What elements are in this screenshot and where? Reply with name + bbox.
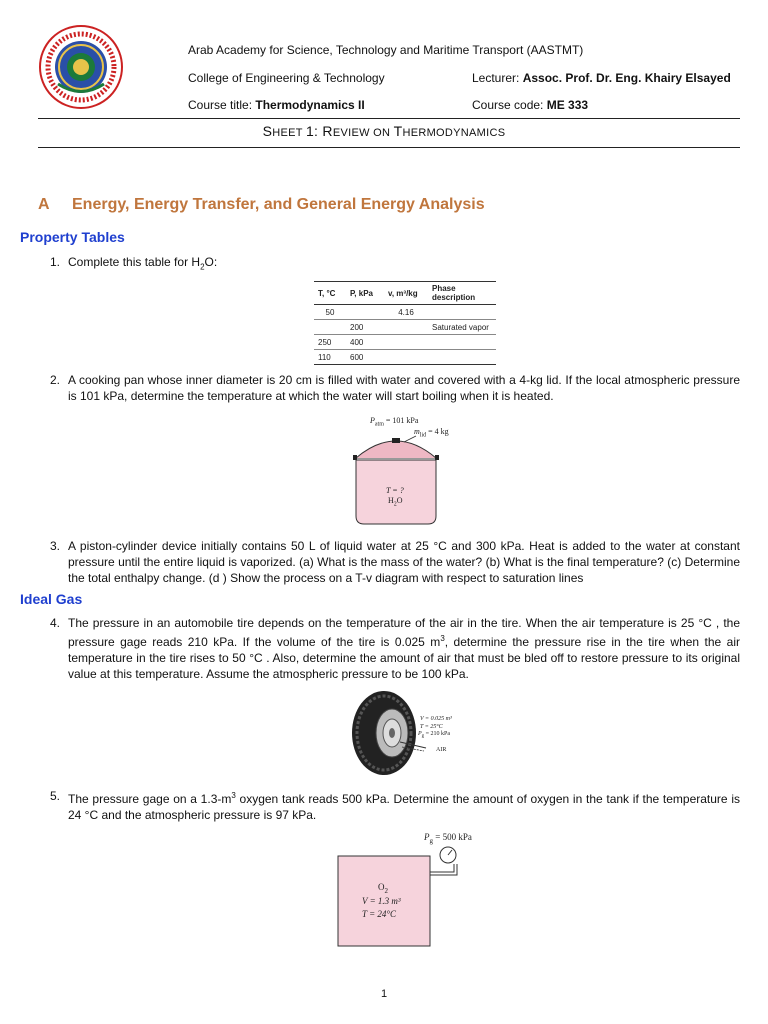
lid-mass-label (414, 427, 449, 439)
question-text: A piston-cylinder device initially contains 50 L of liquid water at 25 °C and 300 kPa. Heat is added to the water at constant pressure until the entire liquid is vaporized. (a) What is the mass of the water? (b) What is the final temperature? (c) Determine the total enthalpy change. (d ) Show the process on a T-v diagram with respect to saturation lines (68, 539, 740, 585)
table-cell (314, 320, 346, 335)
table-row (314, 305, 496, 320)
water-label (388, 496, 403, 508)
tire-volume-label: V = 0.025 m³ (420, 716, 452, 722)
sheet-title-part: 1: R (305, 123, 333, 139)
course-code-label: Course code: (472, 98, 547, 112)
question-text: O: (204, 255, 218, 269)
header-rule-bottom (38, 147, 740, 148)
question-number: 4. (50, 616, 61, 630)
lecturer-name: Assoc. Prof. Dr. Eng. Khairy Elsayed (522, 71, 731, 85)
lecturer (472, 71, 731, 85)
question-number: 5. (50, 789, 61, 803)
subscript: g (429, 836, 433, 845)
label-text: O (396, 496, 403, 505)
superscript: 3 (231, 791, 236, 800)
col-header: Phase description (428, 282, 496, 305)
col-header: T, °C (314, 282, 346, 305)
subscript: 2 (393, 501, 397, 508)
header-rule-top (38, 118, 740, 119)
sheet-title-part: HEET (272, 127, 306, 139)
course-title-label: Course title: (188, 98, 256, 112)
table-row (314, 320, 496, 335)
tire-pressure-label (418, 731, 450, 739)
question-5 (50, 788, 740, 823)
subscript: g (421, 734, 425, 740)
page-number: 1 (380, 988, 388, 1000)
section-letter: A (38, 196, 50, 213)
label-text: H (388, 496, 394, 505)
label-text: P (370, 416, 375, 425)
property-table (314, 281, 496, 365)
table-cell: 110 (314, 350, 346, 365)
question-3 (50, 538, 740, 586)
table-cell (346, 305, 384, 320)
tank-volume-label: V = 1.3 m³ (362, 896, 401, 906)
label-text: = 4 kg (426, 427, 449, 436)
question-text: oxygen tank reads 500 kPa. Determine the amount of oxygen in the tank if the temperature is 24 °C and the atmospheric pressure is 97 kPa. (68, 792, 740, 822)
tire-temp-label: T = 25°C (420, 724, 443, 730)
question-text: A cooking pan whose inner diameter is 20 cm is filled with water and covered with a 4-kg lid. If the local atmospheric pressure is 101 kPa, determine the temperature at which the water will start boiling when it is heated. (68, 373, 740, 403)
tank-temp-label: T = 24°C (362, 909, 397, 919)
label-text: O (378, 882, 385, 892)
section-a-heading (38, 196, 485, 214)
superscript: 3 (440, 634, 445, 643)
question-2 (50, 372, 740, 404)
question-4 (50, 615, 740, 682)
table-cell: 4.16 (384, 305, 428, 320)
label-text: = 210 kPa (424, 731, 451, 737)
temp-label: T = ? (386, 486, 404, 495)
label-text: = 500 kPa (433, 832, 472, 842)
subscript: 2 (384, 886, 388, 895)
question-number: 2. (50, 373, 61, 387)
question-number: 1. (50, 255, 61, 269)
question-text: The pressure in an automobile tire depends on the temperature of the air in the tire. When the air temperature is 25 °C , the pressure gage reads 210 kPa. If the volume of the tire is 0.025 m (68, 616, 740, 649)
sheet-title-part: T (393, 123, 403, 139)
institution-name: Arab Academy for Science, Technology and Maritime Transport (AASTMT) (188, 43, 584, 57)
tire-air-label: AIR (436, 747, 447, 753)
aastmt-logo (38, 24, 124, 110)
subscript: atm (374, 421, 384, 428)
label-text: P (418, 731, 422, 737)
lecturer-label: Lecturer: (472, 71, 523, 85)
label-text: m (414, 427, 420, 436)
table-cell (384, 320, 428, 335)
question-text: , determine the pressure rise in the tire when the air temperature in the tire rises to 50 °C . Also, determine the amount of air that must be bled off to restore pressure to its original value at this temperature. Assume the atmospheric pressure to be 100 kPa. (68, 635, 741, 681)
subsection-ideal-gas: Ideal Gas (20, 591, 83, 607)
tire-figure (350, 690, 470, 776)
course-code-value: ME 333 (546, 98, 589, 112)
table-cell (428, 305, 496, 320)
question-text: Complete this table for H (68, 255, 201, 269)
subscript: lid (419, 432, 427, 439)
section-title: Energy, Energy Transfer, and General Energy Analysis (72, 196, 485, 213)
col-header: P, kPa (346, 282, 384, 305)
table-cell: 400 (346, 335, 384, 350)
table-cell (384, 350, 428, 365)
patm-label (370, 416, 418, 428)
subsection-property-tables: Property Tables (20, 229, 125, 245)
sheet-title-part: EVIEW ON (332, 127, 394, 139)
table-cell: 200 (346, 320, 384, 335)
table-cell: 600 (346, 350, 384, 365)
label-text: P (424, 832, 430, 842)
sheet-title-part: HERMODYNAMICS (402, 127, 506, 139)
tank-gas-label (378, 882, 388, 895)
question-text: The pressure gage on a 1.3-m (68, 792, 232, 806)
tank-pressure-label (424, 832, 472, 845)
course-code (472, 98, 588, 112)
oxygen-tank-figure (336, 828, 486, 950)
course-title-value: Thermodynamics II (255, 98, 365, 112)
table-cell (428, 335, 496, 350)
sheet-title (0, 123, 768, 139)
question-number: 3. (50, 539, 61, 553)
table-row (314, 350, 496, 365)
col-header: v, m³/kg (384, 282, 428, 305)
table-row (314, 335, 496, 350)
table-cell: Saturated vapor (428, 320, 496, 335)
table-cell: 250 (314, 335, 346, 350)
table-cell (428, 350, 496, 365)
subscript: 2 (200, 262, 205, 272)
question-1 (50, 254, 740, 275)
course-title (188, 98, 365, 112)
cooking-pan-figure (350, 412, 500, 528)
table-cell: 50 (314, 305, 346, 320)
college-name: College of Engineering & Technology (188, 71, 385, 85)
table-cell (384, 335, 428, 350)
label-text: = 101 kPa (383, 416, 419, 425)
sheet-title-part: S (262, 123, 273, 139)
